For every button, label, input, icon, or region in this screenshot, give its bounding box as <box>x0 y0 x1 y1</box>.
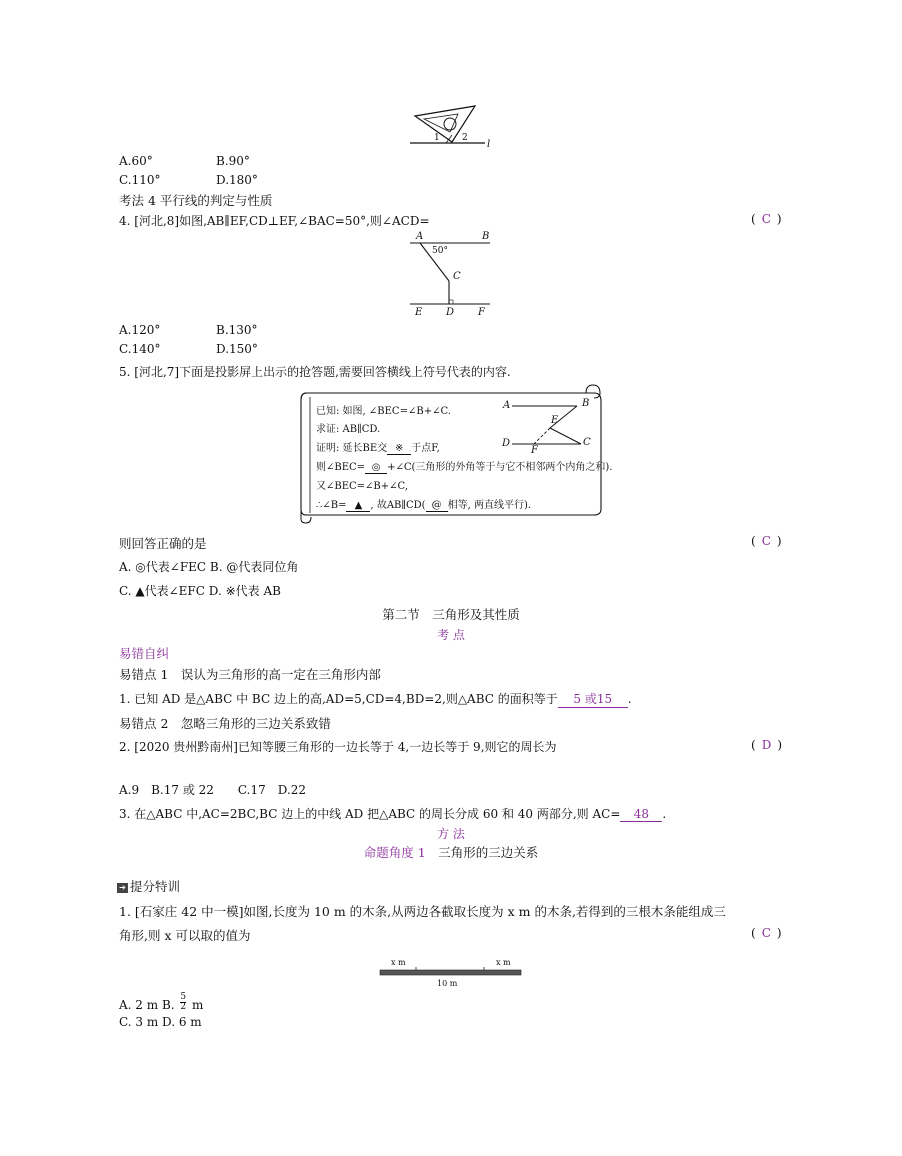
q-t1-options-cd: C. 3 m D. 6 m <box>119 1015 202 1029</box>
figure-triangle-ruler <box>410 102 505 152</box>
kaofa4-heading: 考法 4 平行线的判定与性质 <box>119 193 273 208</box>
panel-line-5: 又∠BEC=∠B+∠C, <box>316 481 409 492</box>
yicuo-title: 易错自纠 <box>119 646 170 661</box>
q-t1-answer: ( C ) <box>751 926 782 940</box>
q-y3-answer: 48 <box>620 807 662 822</box>
section-title: 第二节 三角形及其性质 <box>382 607 520 622</box>
q4-answer: ( C ) <box>751 212 782 226</box>
panel-fig-F: F <box>531 445 538 456</box>
wood-label-right: x m <box>496 958 511 967</box>
q-y1-end: . <box>627 692 632 706</box>
q5-options-2: C. ▲代表∠EFC D. ※代表 AB <box>119 584 281 598</box>
panel-line-2: 求证: AB∥CD. <box>316 424 381 435</box>
q-y1-stem: 1. 已知 AD 是△ABC 中 BC 边上的高,AD=5,CD=4,BD=2,则△ABC 的面积等于 <box>119 692 558 706</box>
q-t1-options-ab <box>119 992 204 1015</box>
q4-stem: 4. [河北,8]如图,AB∥EF,CD⊥EF,∠BAC=50°,则∠ACD= <box>119 214 430 228</box>
fraction-numerator: 5 <box>180 992 187 1002</box>
q-y3-stem: 3. 在△ABC 中,AC=2BC,BC 边上的中线 AD 把△ABC 的周长分成 60 和 40 两部分,则 AC= <box>119 807 621 821</box>
q4-option-a: A.120° <box>119 323 161 337</box>
q-t1-opt-a: A. 2 m B. <box>119 998 175 1012</box>
q5-answer: ( C ) <box>751 534 782 548</box>
figure-wood-strip <box>378 966 524 980</box>
q-y3 <box>119 805 666 822</box>
q5-prompt: 则回答正确的是 <box>119 536 207 551</box>
q-t1-opt-b-unit: m <box>191 998 204 1012</box>
panel-blank-3: ※ <box>387 443 411 455</box>
q4-fig-C: C <box>453 271 461 282</box>
panel-blank-4: ◎ <box>365 462 387 474</box>
fraction-denominator: 2 <box>180 1002 187 1012</box>
panel-fig-C: C <box>583 437 591 448</box>
q4-option-c: C.140° <box>119 342 161 356</box>
panel-line-4 <box>316 458 612 474</box>
yicuo1-label: 易错点 1 误认为三角形的高一定在三角形内部 <box>119 667 381 682</box>
panel-line-3 <box>316 439 440 455</box>
panel-line-1: 已知: 如图, ∠BEC=∠B+∠C. <box>316 406 451 417</box>
panel-fig-A: A <box>503 400 511 411</box>
q-y2-options: A.9 B.17 或 22 C.17 D.22 <box>119 783 307 797</box>
q5-options-1: A. ◎代表∠FEC B. @代表同位角 <box>119 560 299 574</box>
q3-option-a: A.60° <box>119 154 153 168</box>
q5-answer-letter: C <box>761 534 771 548</box>
q4-fig-B: B <box>482 231 490 242</box>
panel-line-4c: +∠C(三角形的外角等于与它不相邻两个内角之和). <box>387 462 613 473</box>
fig1-label-1: 1 <box>434 133 440 143</box>
wood-label-total: 10 m <box>437 979 458 988</box>
panel-fig-B: B <box>582 398 590 409</box>
q-y1 <box>119 690 632 708</box>
q4-fig-A: A <box>416 231 424 242</box>
q4-fig-D: D <box>446 307 455 318</box>
q-y2-stem: 2. [2020 贵州黔南州]已知等腰三角形的一边长等于 4,一边长等于 9,则它的周长为 <box>119 740 557 754</box>
q-t1-line2: 角形,则 x 可以取的值为 <box>119 928 251 943</box>
fangfa-heading: 方 法 <box>437 827 465 841</box>
panel-line-3a: 证明: 延长BE交 <box>316 443 388 454</box>
fig1-label-l: l <box>487 139 491 150</box>
angle1-title: 三角形的三边关系 <box>438 845 539 860</box>
q-y3-end: . <box>662 807 667 821</box>
panel-line-6e: 相等, 两直线平行). <box>447 500 532 511</box>
fig1-label-2: 2 <box>462 133 468 143</box>
angle1-heading <box>0 843 902 861</box>
tifen-label: 提分特训 <box>130 879 181 894</box>
panel-line-6 <box>316 496 531 512</box>
q4-fig-E: E <box>415 307 423 318</box>
panel-line-3c: 于点F, <box>411 443 440 454</box>
panel-fig-D: D <box>502 438 511 449</box>
panel-blank-6: ▲ <box>346 500 370 512</box>
panel-line-4a: 则∠BEC= <box>316 462 366 473</box>
tifen-heading <box>117 877 180 895</box>
q-t1-answer-letter: C <box>761 926 771 940</box>
wood-label-left: x m <box>391 958 406 967</box>
kaodian-heading: 考 点 <box>437 628 465 642</box>
q4-fig-F: F <box>478 307 485 318</box>
angle1-label: 命题角度 1 <box>363 845 426 860</box>
q4-answer-letter: C <box>761 212 771 226</box>
q-y2-answer-letter: D <box>761 738 772 752</box>
q4-option-d: D.150° <box>216 342 258 356</box>
arrow-icon: ➔ <box>117 883 128 893</box>
q3-option-c: C.110° <box>119 173 161 187</box>
q3-option-b: B.90° <box>216 154 250 168</box>
fraction <box>180 993 186 1012</box>
q-y2-answer: ( D ) <box>751 738 782 752</box>
panel-line-6a: ∴∠B= <box>316 500 347 511</box>
q5-stem: 5. [河北,7]下面是投影屏上出示的抢答题,需要回答横线上符号代表的内容. <box>119 365 511 379</box>
q-y1-answer: 5 或15 <box>558 690 628 708</box>
q3-option-d: D.180° <box>216 173 258 187</box>
panel-fig-E: E <box>551 415 559 426</box>
q4-option-b: B.130° <box>216 323 258 337</box>
q4-fig-angle: 50° <box>432 246 448 256</box>
panel-blank-6b: @ <box>426 500 448 512</box>
q-t1-line1: 1. [石家庄 42 中一模]如图,长度为 10 m 的木条,从两边各截取长度为 x m 的木条,若得到的三根木条能组成三 <box>119 904 726 919</box>
panel-line-6c: , 故AB∥CD( <box>370 500 426 511</box>
yicuo2-label: 易错点 2 忽略三角形的三边关系致错 <box>119 716 331 731</box>
